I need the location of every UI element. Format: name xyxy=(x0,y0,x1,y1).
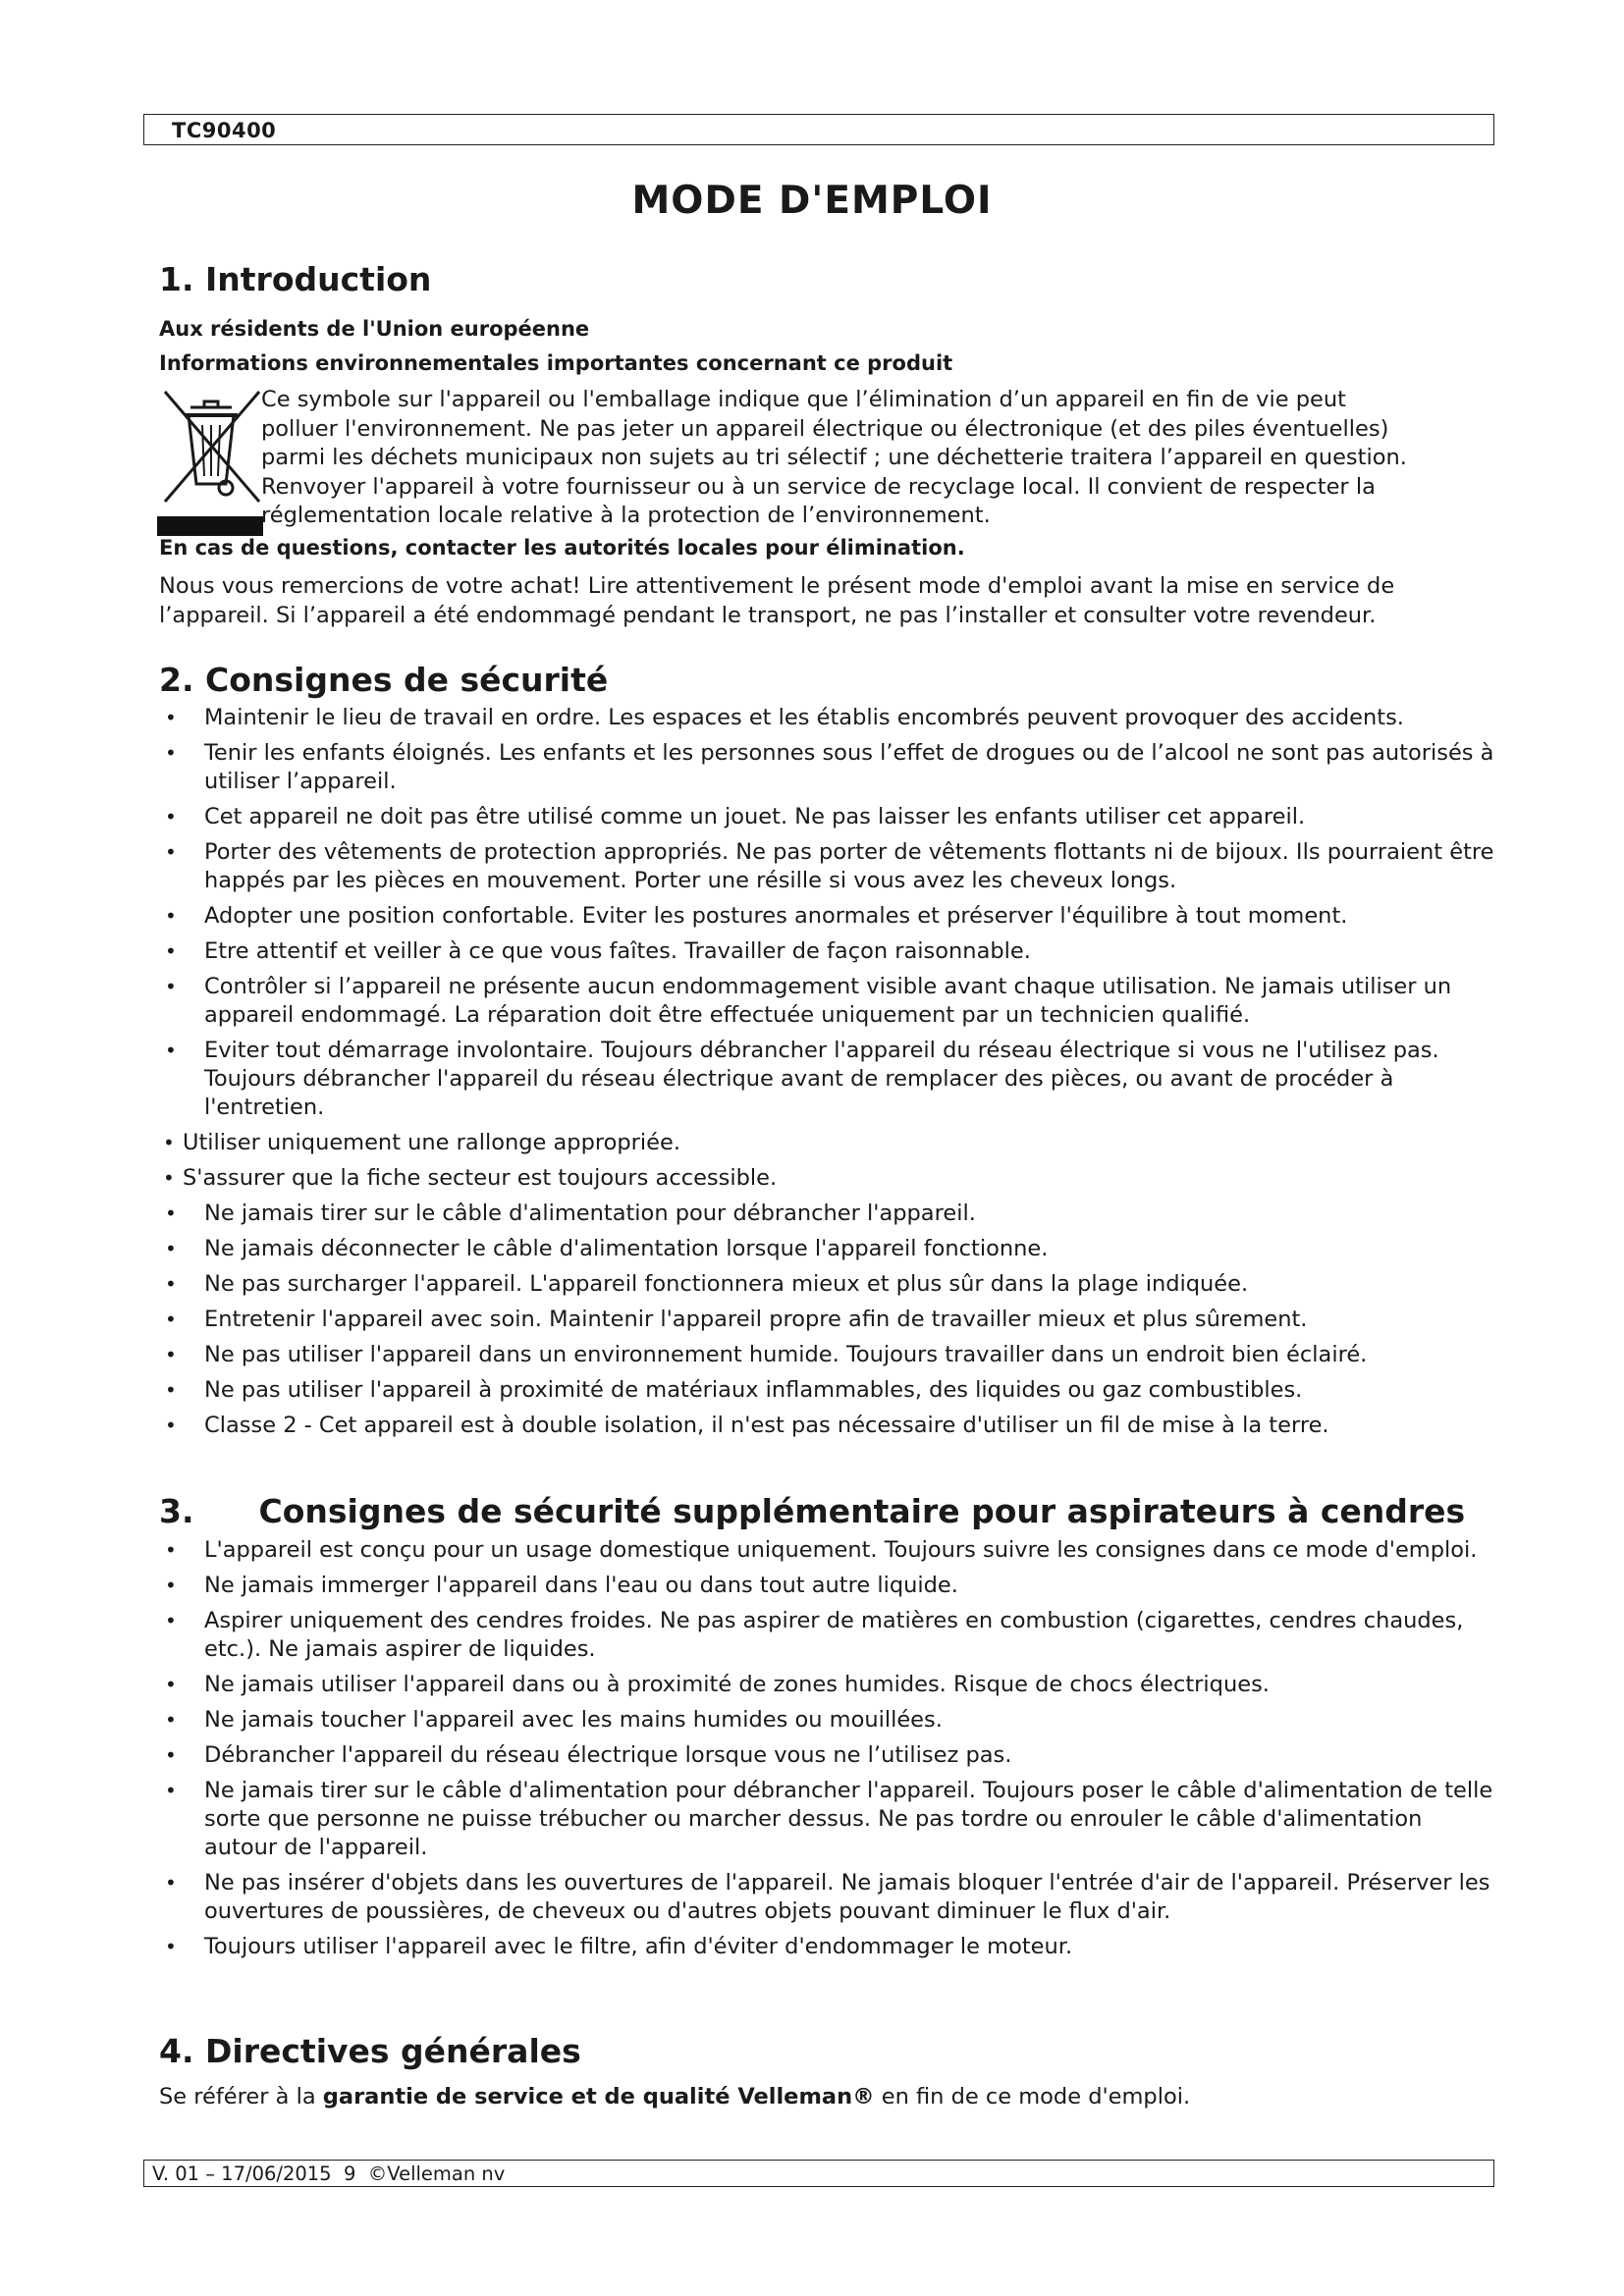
env-info-subheading: Informations environnementales importantes concernant ce produit xyxy=(159,351,953,375)
list-item: • Contrôler si l’appareil ne présente aucun endommagement visible avant chaque utilisation. Ne jamais utiliser un appareil endommagé. La réparation doit être effectuée uniquement par un technicien qualifié. xyxy=(159,973,1494,1030)
section-2-heading xyxy=(159,661,608,699)
list-item: • Débrancher l'appareil du réseau électrique lorsque vous ne l’utilisez pas. xyxy=(159,1741,1494,1770)
list-item: • Ne jamais déconnecter le câble d'alimentation lorsque l'appareil fonctionne. xyxy=(159,1235,1494,1263)
section-3-heading xyxy=(159,1492,1465,1530)
weee-notice: Ce symbole sur l'appareil ou l'emballage indique que l’élimination d’un appareil en fin de vie peut polluer l'environnement. Ne pas jeter un appareil électrique ou électronique (et des piles éventuelles) parmi les déchets municipaux non sujets au tri sélectif ; une déchetterie traitera l’appareil en question. Renvoyer l'appareil à votre fournisseur ou à un service de recyclage local. Il convient de respecter la réglementation locale relative à la protection de l’environnement. xyxy=(261,387,1407,528)
footer-box xyxy=(143,2160,1494,2187)
warranty-reference: garantie de service et de qualité Velleman® xyxy=(322,2084,875,2109)
eu-residents-subheading: Aux résidents de l'Union européenne xyxy=(159,317,590,341)
list-item: • L'appareil est conçu pour un usage domestique uniquement. Toujours suivre les consignes dans ce mode d'emploi. xyxy=(159,1536,1494,1565)
section-number: 1. xyxy=(159,260,194,298)
list-item: • Maintenir le lieu de travail en ordre. Les espaces et les établis encombrés peuvent provoquer des accidents. xyxy=(159,704,1494,732)
page-title: MODE D'EMPLOI xyxy=(631,179,993,223)
general-paragraph xyxy=(159,2082,1494,2111)
section-number: 2. xyxy=(159,661,194,699)
section-title: Directives générales xyxy=(205,2032,581,2070)
header-box xyxy=(143,114,1494,145)
list-item: • Ne jamais tirer sur le câble d'alimentation pour débrancher l'appareil. xyxy=(159,1200,1494,1228)
list-item: • Eviter tout démarrage involontaire. Toujours débrancher l'appareil du réseau électrique si vous ne l'utilisez pas. Toujours débrancher l'appareil du réseau électrique avant de remplacer des pièces, ou avant de procéder à l'entretien. xyxy=(159,1037,1494,1122)
list-item: • Classe 2 - Cet appareil est à double isolation, il n'est pas nécessaire d'utiliser un fil de mise à la terre. xyxy=(159,1412,1494,1440)
section-title: Consignes de sécurité supplémentaire pour aspirateurs à cendres xyxy=(258,1492,1466,1530)
safety-list xyxy=(159,704,1494,1447)
list-item: • Ne pas utiliser l'appareil dans un environnement humide. Toujours travailler dans un endroit bien éclairé. xyxy=(159,1341,1494,1369)
list-item: • Entretenir l'appareil avec soin. Maintenir l'appareil propre afin de travailler mieux et plus sûrement. xyxy=(159,1306,1494,1334)
list-item: • Ne pas surcharger l'appareil. L'appareil fonctionnera mieux et plus sûr dans la plage indiquée. xyxy=(159,1270,1494,1299)
list-item: • Cet appareil ne doit pas être utilisé comme un jouet. Ne pas laisser les enfants utiliser cet appareil. xyxy=(159,803,1494,831)
list-item: • Utiliser uniquement une rallonge appropriée. xyxy=(159,1129,1494,1157)
questions-note: En cas de questions, contacter les autorités locales pour élimination. xyxy=(159,536,965,560)
list-item: • Ne jamais tirer sur le câble d'alimentation pour débrancher l'appareil. Toujours poser le câble d'alimentation de telle sorte que personne ne puisse trébucher ou marcher dessus. Ne pas tordre ou enrouler le câble d'alimentation autour de l'appareil. xyxy=(159,1777,1494,1862)
general-text-after: en fin de ce mode d'emploi. xyxy=(874,2084,1191,2109)
list-item: • Adopter une position confortable. Eviter les postures anormales et préserver l'équilibre à tout moment. xyxy=(159,902,1494,931)
list-item: • Aspirer uniquement des cendres froides. Ne pas aspirer de matières en combustion (cigarettes, cendres chaudes, etc.). Ne jamais aspirer de liquides. xyxy=(159,1607,1494,1664)
list-item: • Ne jamais immerger l'appareil dans l'eau ou dans tout autre liquide. xyxy=(159,1572,1494,1600)
list-item: • Porter des vêtements de protection appropriés. Ne pas porter de vêtements flottants ni de bijoux. Ils pourraient être happés par les pièces en mouvement. Porter une résille si vous avez les cheveux longs. xyxy=(159,838,1494,895)
section-1-heading xyxy=(159,260,431,298)
list-item: • Ne pas insérer d'objets dans les ouvertures de l'appareil. Ne jamais bloquer l'entrée d'air de l'appareil. Préserver les ouvertures de poussières, de cheveux ou d'autres objets pouvant diminuer le flux d'air. xyxy=(159,1869,1494,1926)
section-title: Consignes de sécurité xyxy=(205,661,609,699)
section-number: 3. xyxy=(159,1492,194,1530)
list-item: • Ne jamais toucher l'appareil avec les mains humides ou mouillées. xyxy=(159,1706,1494,1735)
section-title: Introduction xyxy=(205,260,432,298)
list-item: • Tenir les enfants éloignés. Les enfants et les personnes sous l’effet de drogues ou de l’alcool ne sont pas autorisés à utiliser l’appareil. xyxy=(159,739,1494,796)
list-item: • Ne jamais utiliser l'appareil dans ou à proximité de zones humides. Risque de chocs électriques. xyxy=(159,1671,1494,1699)
list-item: • Etre attentif et veiller à ce que vous faîtes. Travailler de façon raisonnable. xyxy=(159,937,1494,966)
weee-bin-icon xyxy=(157,386,265,538)
extra-safety-list xyxy=(159,1536,1494,1968)
product-code: TC90400 xyxy=(172,119,277,142)
general-text-before: Se référer à la xyxy=(159,2084,323,2109)
list-item: • Toujours utiliser l'appareil avec le filtre, afin d'éviter d'endommager le moteur. xyxy=(159,1933,1494,1961)
list-item: • S'assurer que la fiche secteur est toujours accessible. xyxy=(159,1164,1494,1193)
section-number: 4. xyxy=(159,2032,194,2070)
footer-version: V. 01 – 17/06/2015 9 ©Velleman nv xyxy=(152,2163,506,2185)
thanks-paragraph: Nous vous remercions de votre achat! Lire attentivement le présent mode d'emploi avant la mise en service de l’appareil. Si l’appareil a été endommagé pendant le transport, ne pas l’installer et consulter votre revendeur. xyxy=(159,573,1395,628)
section-4-heading xyxy=(159,2032,581,2070)
list-item: • Ne pas utiliser l'appareil à proximité de matériaux inflammables, des liquides ou gaz combustibles. xyxy=(159,1376,1494,1405)
